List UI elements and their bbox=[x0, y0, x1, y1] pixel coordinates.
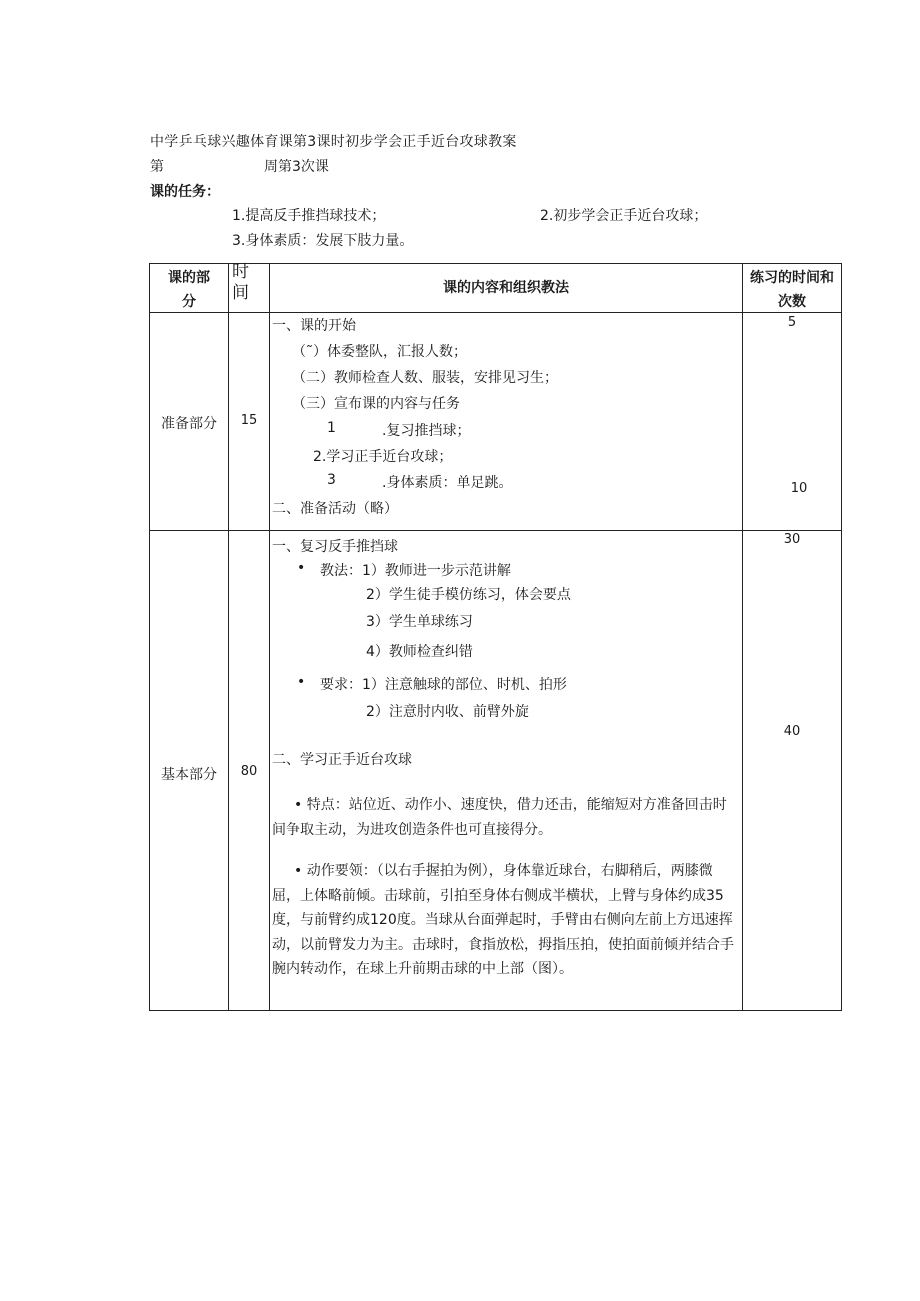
basic-method-3: 3）学生单球练习 bbox=[366, 614, 473, 630]
tasks-heading: 课的任务： bbox=[150, 184, 220, 200]
table-col-divider-2 bbox=[269, 263, 270, 1011]
header-time-line1: 时 bbox=[232, 262, 249, 282]
prep-line-7-text: .身体素质：单足跳。 bbox=[382, 475, 513, 491]
basic-feature-paragraph: • 特点：站位近、动作小、速度快，借力还击，能缩短对方准备回击时间争取主动，为进攻创造条件也可直接得分。 bbox=[272, 797, 727, 838]
prep-practice-2: 10 bbox=[790, 481, 808, 496]
header-part-line1: 课的部 bbox=[168, 270, 210, 286]
prep-line-3: （二）教师检查人数、服装，安排见习生； bbox=[292, 370, 558, 386]
basic-bullet-2: • bbox=[297, 674, 306, 690]
table-border-bottom bbox=[149, 1010, 842, 1011]
header-content: 课的内容和组织教法 bbox=[443, 280, 569, 296]
prep-line-8: 二、准备活动（略） bbox=[272, 501, 398, 517]
prep-line-2: （˜）体委整队，汇报人数； bbox=[292, 344, 467, 360]
basic-line-2: 二、学习正手近台攻球 bbox=[272, 752, 412, 768]
header-practice bbox=[743, 266, 841, 314]
task-item-3: 3.身体素质：发展下肢力量。 bbox=[232, 233, 414, 249]
prep-line-6: 2.学习正手近台攻球； bbox=[313, 449, 453, 465]
table-border-right bbox=[841, 263, 842, 1011]
basic-essentials-paragraph: • 动作要领：（以右手握拍为例），身体靠近球台，右脚稍后，两膝微屈，上体略前倾。击球前，引拍至身体右侧成半横状，上臂与身体约成35度，与前臂约成120度。当球从台面弹起时，手臂由右侧向左前上方迅速挥动，以前臂发力为主。击球时，食指放松，拇指压拍，使拍面前倾并结合手腕内转动作，在球上升前期击球的中上部（图）。 bbox=[272, 863, 734, 977]
table-col-divider-1 bbox=[228, 263, 229, 1011]
week-suffix: 周第3次课 bbox=[264, 159, 329, 175]
prep-time: 15 bbox=[240, 413, 258, 428]
table-row-divider bbox=[149, 530, 842, 531]
table-border-left bbox=[149, 263, 150, 1011]
task-item-2: 2.初步学会正手近台攻球； bbox=[540, 208, 708, 224]
header-practice-line2: 次数 bbox=[778, 294, 806, 310]
basic-bullet-1: • bbox=[297, 560, 306, 576]
table-col-divider-3 bbox=[742, 263, 743, 1011]
week-prefix: 第 bbox=[150, 159, 164, 175]
header-part bbox=[150, 266, 228, 314]
basic-part: 基本部分 bbox=[161, 767, 217, 783]
header-time bbox=[229, 262, 272, 304]
basic-practice-2: 40 bbox=[783, 724, 801, 739]
header-part-line2: 分 bbox=[182, 294, 196, 310]
basic-method-2: 2）学生徒手模仿练习，体会要点 bbox=[366, 587, 571, 603]
header-time-line2: 间 bbox=[232, 283, 249, 303]
basic-req-1: 要求：1）注意触球的部位、时机、拍形 bbox=[320, 677, 567, 693]
prep-line-1: 一、课的开始 bbox=[272, 318, 356, 334]
prep-part: 准备部分 bbox=[161, 416, 217, 432]
basic-method-1: 教法：1）教师进一步示范讲解 bbox=[320, 563, 511, 579]
prep-line-4: （三）宣布课的内容与任务 bbox=[292, 396, 460, 412]
table-header-divider bbox=[149, 312, 842, 313]
prep-line-5-text: .复习推挡球； bbox=[382, 423, 471, 439]
basic-practice-1: 30 bbox=[783, 532, 801, 547]
prep-line-5-num: 1 bbox=[327, 420, 336, 436]
basic-method-4: 4）教师检查纠错 bbox=[366, 644, 473, 660]
prep-line-7-num: 3 bbox=[327, 472, 336, 488]
header-practice-line1: 练习的时间和 bbox=[750, 270, 834, 286]
document-title: 中学乒乓球兴趣体育课第3课时初步学会正手近台攻球教案 bbox=[150, 134, 517, 150]
basic-time: 80 bbox=[240, 764, 258, 779]
prep-practice-1: 5 bbox=[787, 315, 797, 330]
basic-line-1: 一、复习反手推挡球 bbox=[272, 539, 398, 555]
basic-req-2: 2）注意肘内收、前臂外旋 bbox=[366, 704, 529, 720]
task-item-1: 1.提高反手推挡球技术； bbox=[232, 208, 386, 224]
